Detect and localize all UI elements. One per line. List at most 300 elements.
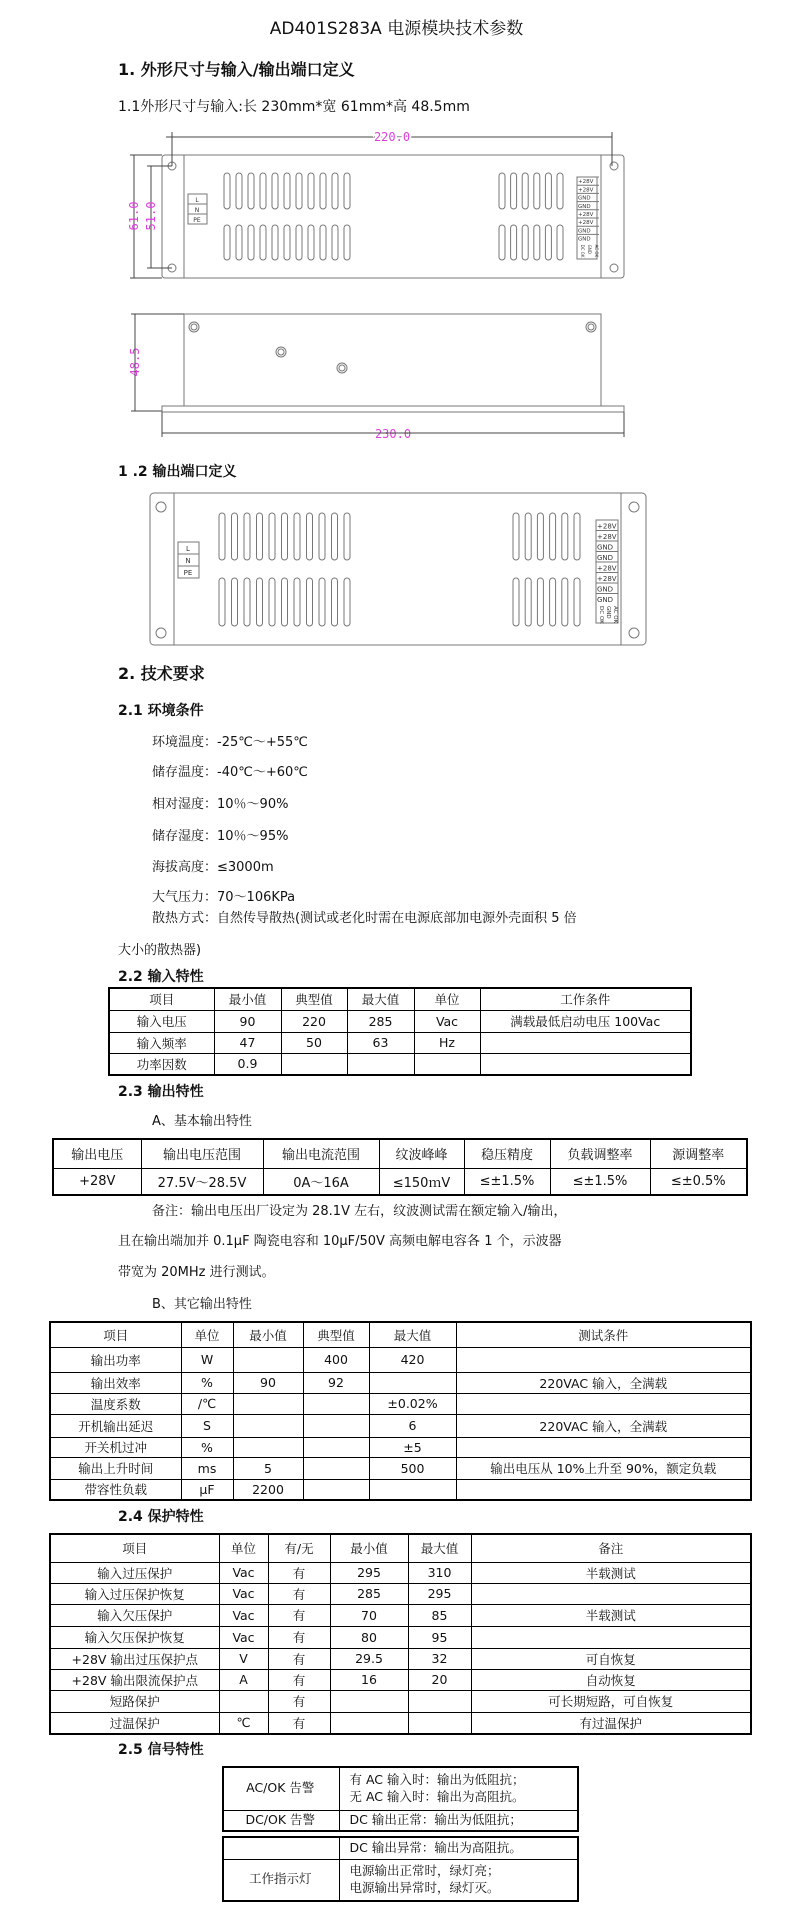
vent-slot: [307, 578, 313, 626]
table-cell: 输入欠压保护: [50, 1604, 219, 1626]
table-cell: 有: [268, 1690, 330, 1712]
vent-slot: [224, 173, 230, 209]
table-cell: [303, 1393, 369, 1414]
input-heading: 2.2 输入特性: [118, 969, 204, 985]
env-line-wrap: 大小的散热器): [118, 943, 202, 958]
table-cell: ±5: [369, 1437, 456, 1457]
table-cell: 输入频率: [109, 1032, 214, 1053]
table-cell: 80: [330, 1626, 408, 1648]
terminal-label: +28V: [597, 522, 617, 531]
table-row: [50, 1457, 751, 1479]
vent-slot: [236, 225, 242, 260]
terminal-label: L: [195, 197, 199, 204]
table-cell: [347, 1053, 414, 1075]
signal-terminal-label: DC OK: [580, 244, 585, 258]
table-cell: 有: [268, 1583, 330, 1604]
vent-slot: [525, 513, 531, 560]
vent-slot: [232, 513, 238, 560]
table-cell: ms: [181, 1457, 233, 1479]
note-line: 带宽为 20MHz 进行测试。: [118, 1265, 275, 1280]
document-title: AD401S283A 电源模块技术参数: [269, 19, 524, 39]
table-cell: +28V 输出限流保护点: [50, 1669, 219, 1690]
vent-slot: [513, 578, 519, 626]
terminal-label: GND: [578, 228, 591, 235]
mount-hole-icon: [610, 264, 618, 272]
table-row: [109, 1053, 691, 1075]
vent-slot: [537, 513, 543, 560]
vent-slot: [511, 225, 517, 260]
table-cell: Vac: [219, 1626, 268, 1648]
table-row: [223, 1767, 578, 1810]
vent-slot: [545, 225, 551, 260]
section-1-1-heading: 1.1外形尺寸与输入:长 230mm*宽 61mm*高 48.5mm: [118, 99, 470, 115]
table-cell: 输入过压保护: [50, 1562, 219, 1583]
table-row: [50, 1690, 751, 1712]
table-cell: 32: [408, 1648, 471, 1669]
table-cell: 47: [214, 1032, 281, 1053]
vent-slot: [574, 513, 580, 560]
signal-table-indicator: [222, 1836, 579, 1902]
table-cell: +28V: [53, 1168, 141, 1195]
table-row: [223, 1837, 578, 1859]
terminal-label: PE: [183, 569, 193, 577]
column-header: 项目: [109, 988, 214, 1010]
table-cell: [456, 1393, 751, 1414]
table-cell: μF: [181, 1479, 233, 1500]
vent-slot: [511, 173, 517, 209]
table-row: [50, 1372, 751, 1393]
top-view-drawing: [130, 132, 624, 278]
vent-slot: [244, 513, 250, 560]
terminal-label: L: [186, 545, 190, 553]
table-cell: %: [181, 1437, 233, 1457]
table-cell: 有: [268, 1604, 330, 1626]
table-cell: 5: [233, 1457, 303, 1479]
terminal-label: GND: [578, 236, 591, 243]
column-header: 单位: [219, 1534, 268, 1562]
table-cell: 开关机过冲: [50, 1437, 181, 1457]
table-cell: 295: [330, 1562, 408, 1583]
env-condition-line: 储存温度：-40℃～+60℃: [152, 765, 308, 780]
column-header: 单位: [181, 1322, 233, 1347]
side-view-drawing: [131, 314, 624, 437]
vent-slot: [545, 173, 551, 209]
table-cell: DC/OK 告警: [223, 1810, 339, 1831]
vent-slot: [224, 225, 230, 260]
table-cell: 285: [347, 1010, 414, 1032]
env-condition-line: 散热方式：自然传导散热(测试或老化时需在电源底部加电源外壳面积 5 倍: [152, 911, 577, 926]
other-output-table: [49, 1321, 752, 1501]
table-cell: [408, 1712, 471, 1734]
table-cell: 短路保护: [50, 1690, 219, 1712]
vent-slot: [332, 578, 338, 626]
vent-slot: [257, 513, 263, 560]
table-cell: 6: [369, 1414, 456, 1437]
table-cell: 70: [330, 1604, 408, 1626]
table-cell: %: [181, 1372, 233, 1393]
table-cell: 285: [330, 1583, 408, 1604]
vent-slot: [537, 578, 543, 626]
table-cell: 半载测试: [471, 1562, 751, 1583]
terminal-label: GND: [597, 585, 614, 594]
table-row: [223, 1810, 578, 1831]
table-cell: 85: [408, 1604, 471, 1626]
table-cell: DC 输出正常：输出为低阻抗；: [339, 1810, 578, 1831]
vent-slot: [332, 173, 338, 209]
other-output-label: B、其它输出特性: [152, 1297, 252, 1312]
table-cell: [303, 1457, 369, 1479]
table-cell: [369, 1372, 456, 1393]
table-cell: 220VAC 输入，全满载: [456, 1414, 751, 1437]
dim-height-48-5: 48.5: [128, 347, 142, 377]
vent-slot: [269, 578, 275, 626]
table-cell: [233, 1347, 303, 1372]
table-cell: 50: [281, 1032, 347, 1053]
terminal-label: GND: [597, 554, 614, 562]
vent-slot: [308, 173, 314, 209]
signal-table-alarms: [222, 1766, 579, 1832]
vent-slot: [344, 578, 350, 626]
terminal-label: +28V: [578, 212, 594, 218]
signal-terminal-label: AC OK: [594, 244, 599, 258]
signal-terminal-label: GND: [605, 606, 611, 619]
table-cell: ≤±0.5%: [650, 1168, 747, 1195]
column-header: 源调整率: [650, 1139, 747, 1168]
section-2-heading: 2. 技术要求: [118, 664, 205, 683]
column-header: 项目: [50, 1534, 219, 1562]
vent-slot: [294, 513, 300, 560]
table-cell: [369, 1479, 456, 1500]
column-header: 输出电压: [53, 1139, 141, 1168]
table-header-row: [109, 988, 691, 1010]
vent-slot: [513, 513, 519, 560]
table-row: [50, 1604, 751, 1626]
table-cell: [223, 1837, 339, 1859]
vent-slot: [344, 225, 350, 260]
table-cell: 输入欠压保护恢复: [50, 1626, 219, 1648]
vent-slot: [236, 173, 242, 209]
terminal-label: +28V: [597, 533, 617, 541]
table-cell: 295: [408, 1583, 471, 1604]
terminal-label: GND: [578, 195, 591, 202]
dim-width-220: 220.0: [373, 130, 411, 144]
env-condition-line: 环境温度：-25℃～+55℃: [152, 735, 308, 750]
table-cell: 有: [268, 1712, 330, 1734]
table-cell: ≤±1.5%: [464, 1168, 550, 1195]
table-cell: ≤150ｍV: [379, 1168, 464, 1195]
table-cell: 27.5V～28.5V: [141, 1168, 263, 1195]
vent-slot: [296, 225, 302, 260]
terminal-label: +28V: [578, 220, 594, 227]
protection-heading: 2.4 保护特性: [118, 1509, 204, 1525]
table-row: [50, 1393, 751, 1414]
mechanical-drawings: [0, 0, 793, 660]
table-cell: /℃: [181, 1393, 233, 1414]
vent-slot: [260, 225, 266, 260]
table-cell: 输出电压从 10%上升至 90%，额定负载: [456, 1457, 751, 1479]
table-cell: V: [219, 1648, 268, 1669]
table-cell: 29.5: [330, 1648, 408, 1669]
section-1-heading: 1. 外形尺寸与输入/输出端口定义: [118, 60, 355, 79]
table-cell: +28V 输出过压保护点: [50, 1648, 219, 1669]
table-cell: ℃: [219, 1712, 268, 1734]
table-cell: 310: [408, 1562, 471, 1583]
vent-slot: [282, 513, 288, 560]
table-cell: 有过温保护: [471, 1712, 751, 1734]
vent-slot: [562, 578, 568, 626]
input-characteristics-table: [108, 987, 692, 1076]
output-port-drawing: [150, 493, 646, 645]
env-condition-line: 大气压力：70～106KPa: [152, 890, 296, 905]
table-cell: [456, 1479, 751, 1500]
table-cell: [233, 1393, 303, 1414]
table-cell: Vac: [219, 1562, 268, 1583]
vent-slot: [272, 225, 278, 260]
note-line: 备注：输出电压出厂设定为 28.1V 左右，纹波测试需在额定输入/输出，: [152, 1204, 567, 1219]
table-cell: 420: [369, 1347, 456, 1372]
table-cell: [408, 1690, 471, 1712]
table-cell: 功率因数: [109, 1053, 214, 1075]
table-row: [223, 1859, 578, 1901]
column-header: 最小值: [233, 1322, 303, 1347]
table-cell: Vac: [414, 1010, 480, 1032]
table-cell: 工作指示灯: [223, 1859, 339, 1901]
table-cell: 500: [369, 1457, 456, 1479]
table-cell: 有: [268, 1669, 330, 1690]
table-row: [50, 1669, 751, 1690]
terminal-label: GND: [578, 203, 591, 210]
table-row: [50, 1648, 751, 1669]
table-row: [109, 1032, 691, 1053]
terminal-label: N: [194, 207, 200, 214]
env-condition-line: 相对湿度：10％～90%: [152, 797, 289, 812]
vent-slot: [296, 173, 302, 209]
table-cell: 有: [268, 1626, 330, 1648]
vent-slot: [284, 173, 290, 209]
vent-slot: [562, 513, 568, 560]
table-cell: 90: [214, 1010, 281, 1032]
terminal-label: +28V: [597, 575, 617, 583]
table-cell: [303, 1414, 369, 1437]
vent-slot: [525, 578, 531, 626]
vent-slot: [557, 225, 563, 260]
table-cell: 400: [303, 1347, 369, 1372]
vent-slot: [319, 578, 325, 626]
dim-length-230: 230.0: [374, 427, 412, 441]
column-header: 负载调整率: [550, 1139, 650, 1168]
vent-slot: [284, 225, 290, 260]
mount-hole-icon: [156, 628, 166, 638]
vent-slot: [308, 225, 314, 260]
signal-terminal-label: DC OK: [598, 606, 604, 624]
table-cell: S: [181, 1414, 233, 1437]
terminal-label: +28V: [578, 187, 594, 194]
table-header-row: [53, 1139, 747, 1168]
table-cell: 220VAC 输入，全满载: [456, 1372, 751, 1393]
note-line: 且在输出端加并 0.1μF 陶瓷电容和 10μF/50V 高频电解电容各 1 个，示波器: [118, 1234, 562, 1249]
table-cell: [303, 1437, 369, 1457]
table-cell: [456, 1347, 751, 1372]
table-cell: 220: [281, 1010, 347, 1032]
vent-slot: [248, 225, 254, 260]
table-cell: [480, 1032, 691, 1053]
vent-slot: [294, 578, 300, 626]
table-cell: 带容性负载: [50, 1479, 181, 1500]
column-header: 典型值: [281, 988, 347, 1010]
table-cell: 0A～16A: [263, 1168, 379, 1195]
table-cell: 温度系数: [50, 1393, 181, 1414]
table-cell: [303, 1479, 369, 1500]
vent-slot: [272, 173, 278, 209]
table-cell: 16: [330, 1669, 408, 1690]
protection-table: [49, 1533, 752, 1735]
table-header-row: [50, 1322, 751, 1347]
table-cell: 电源输出正常时，绿灯亮； 电源输出异常时，绿灯灭。: [339, 1859, 578, 1901]
column-header: 输出电压范围: [141, 1139, 263, 1168]
vent-slot: [534, 225, 540, 260]
table-cell: 可自恢复: [471, 1648, 751, 1669]
mount-hole-icon: [629, 502, 639, 512]
table-cell: 输入过压保护恢复: [50, 1583, 219, 1604]
table-cell: A: [219, 1669, 268, 1690]
terminal-label: +28V: [597, 564, 617, 573]
table-cell: 92: [303, 1372, 369, 1393]
table-row: [50, 1479, 751, 1500]
basic-output-table: [52, 1138, 748, 1196]
table-cell: [281, 1053, 347, 1075]
column-header: 项目: [50, 1322, 181, 1347]
vent-slot: [232, 578, 238, 626]
vent-slot: [320, 225, 326, 260]
table-cell: 开机输出延迟: [50, 1414, 181, 1437]
table-cell: [480, 1053, 691, 1075]
terminal-label: GND: [597, 543, 614, 552]
vent-slot: [332, 513, 338, 560]
vent-slot: [550, 513, 556, 560]
env-heading: 2.1 环境条件: [118, 703, 204, 719]
table-cell: 20: [408, 1669, 471, 1690]
table-cell: Hz: [414, 1032, 480, 1053]
vent-slot: [257, 578, 263, 626]
table-row: [50, 1583, 751, 1604]
table-cell: 有 AC 输入时：输出为低阻抗； 无 AC 输入时：输出为高阻抗。: [339, 1767, 578, 1810]
table-cell: Vac: [219, 1583, 268, 1604]
table-cell: 过温保护: [50, 1712, 219, 1734]
table-row: [50, 1437, 751, 1457]
vent-slot: [574, 578, 580, 626]
vent-slot: [499, 225, 505, 260]
vent-slot: [269, 513, 275, 560]
section-1-2-heading: 1 .2 输出端口定义: [118, 464, 237, 480]
table-cell: [414, 1053, 480, 1075]
table-cell: 输入电压: [109, 1010, 214, 1032]
vent-slot: [260, 173, 266, 209]
table-row: [53, 1168, 747, 1195]
mount-hole-icon: [629, 628, 639, 638]
column-header: 最小值: [214, 988, 281, 1010]
vent-slot: [332, 225, 338, 260]
table-cell: [471, 1583, 751, 1604]
table-cell: [330, 1712, 408, 1734]
table-cell: [456, 1437, 751, 1457]
vent-slot: [319, 513, 325, 560]
table-cell: DC 输出异常：输出为高阻抗。: [339, 1837, 578, 1859]
vent-slot: [244, 578, 250, 626]
table-cell: [219, 1690, 268, 1712]
table-cell: 63: [347, 1032, 414, 1053]
terminal-label: N: [185, 557, 191, 565]
column-header: 典型值: [303, 1322, 369, 1347]
column-header: 最大值: [347, 988, 414, 1010]
vent-slot: [320, 173, 326, 209]
table-cell: 有: [268, 1562, 330, 1583]
terminal-label: PE: [193, 217, 201, 224]
table-cell: 可长期短路，可自恢复: [471, 1690, 751, 1712]
table-cell: 有: [268, 1648, 330, 1669]
table-cell: 输出功率: [50, 1347, 181, 1372]
signal-heading: 2.5 信号特性: [118, 1742, 204, 1758]
terminal-label: +28V: [578, 179, 594, 186]
vent-slot: [219, 578, 225, 626]
table-cell: 自动恢复: [471, 1669, 751, 1690]
env-condition-line: 储存湿度：10％～95%: [152, 829, 289, 844]
table-cell: AC/OK 告警: [223, 1767, 339, 1810]
vent-slot: [550, 578, 556, 626]
vent-slot: [522, 225, 528, 260]
table-row: [50, 1712, 751, 1734]
column-header: 有/无: [268, 1534, 330, 1562]
table-row: [50, 1347, 751, 1372]
terminal-label: GND: [597, 596, 614, 604]
vent-slot: [248, 173, 254, 209]
vent-slot: [219, 513, 225, 560]
vent-slot: [344, 513, 350, 560]
signal-terminal-label: GND: [587, 244, 592, 254]
table-cell: ≤±1.5%: [550, 1168, 650, 1195]
vent-slot: [499, 173, 505, 209]
mount-hole-icon: [156, 502, 166, 512]
basic-output-label: A、基本输出特性: [152, 1114, 252, 1129]
env-condition-line: 海拔高度：≤3000m: [152, 860, 274, 875]
column-header: 工作条件: [480, 988, 691, 1010]
vent-slot: [522, 173, 528, 209]
table-cell: 90: [233, 1372, 303, 1393]
vent-slot: [282, 578, 288, 626]
table-cell: 2200: [233, 1479, 303, 1500]
table-cell: 95: [408, 1626, 471, 1648]
table-cell: 输出效率: [50, 1372, 181, 1393]
column-header: 输出电流范围: [263, 1139, 379, 1168]
table-row: [109, 1010, 691, 1032]
table-cell: [233, 1437, 303, 1457]
table-cell: 0.9: [214, 1053, 281, 1075]
column-header: 测试条件: [456, 1322, 751, 1347]
table-row: [50, 1562, 751, 1583]
table-cell: [471, 1626, 751, 1648]
table-cell: 半载测试: [471, 1604, 751, 1626]
dim-height-51: 51.0: [144, 201, 158, 231]
column-header: 单位: [414, 988, 480, 1010]
table-row: [50, 1414, 751, 1437]
column-header: 最大值: [369, 1322, 456, 1347]
table-cell: Vac: [219, 1604, 268, 1626]
column-header: 纹波峰峰: [379, 1139, 464, 1168]
dim-height-61: 61.0: [127, 201, 141, 231]
column-header: 稳压精度: [464, 1139, 550, 1168]
signal-terminal-label: AC OK: [612, 606, 618, 624]
vent-slot: [344, 173, 350, 209]
table-cell: 输出上升时间: [50, 1457, 181, 1479]
